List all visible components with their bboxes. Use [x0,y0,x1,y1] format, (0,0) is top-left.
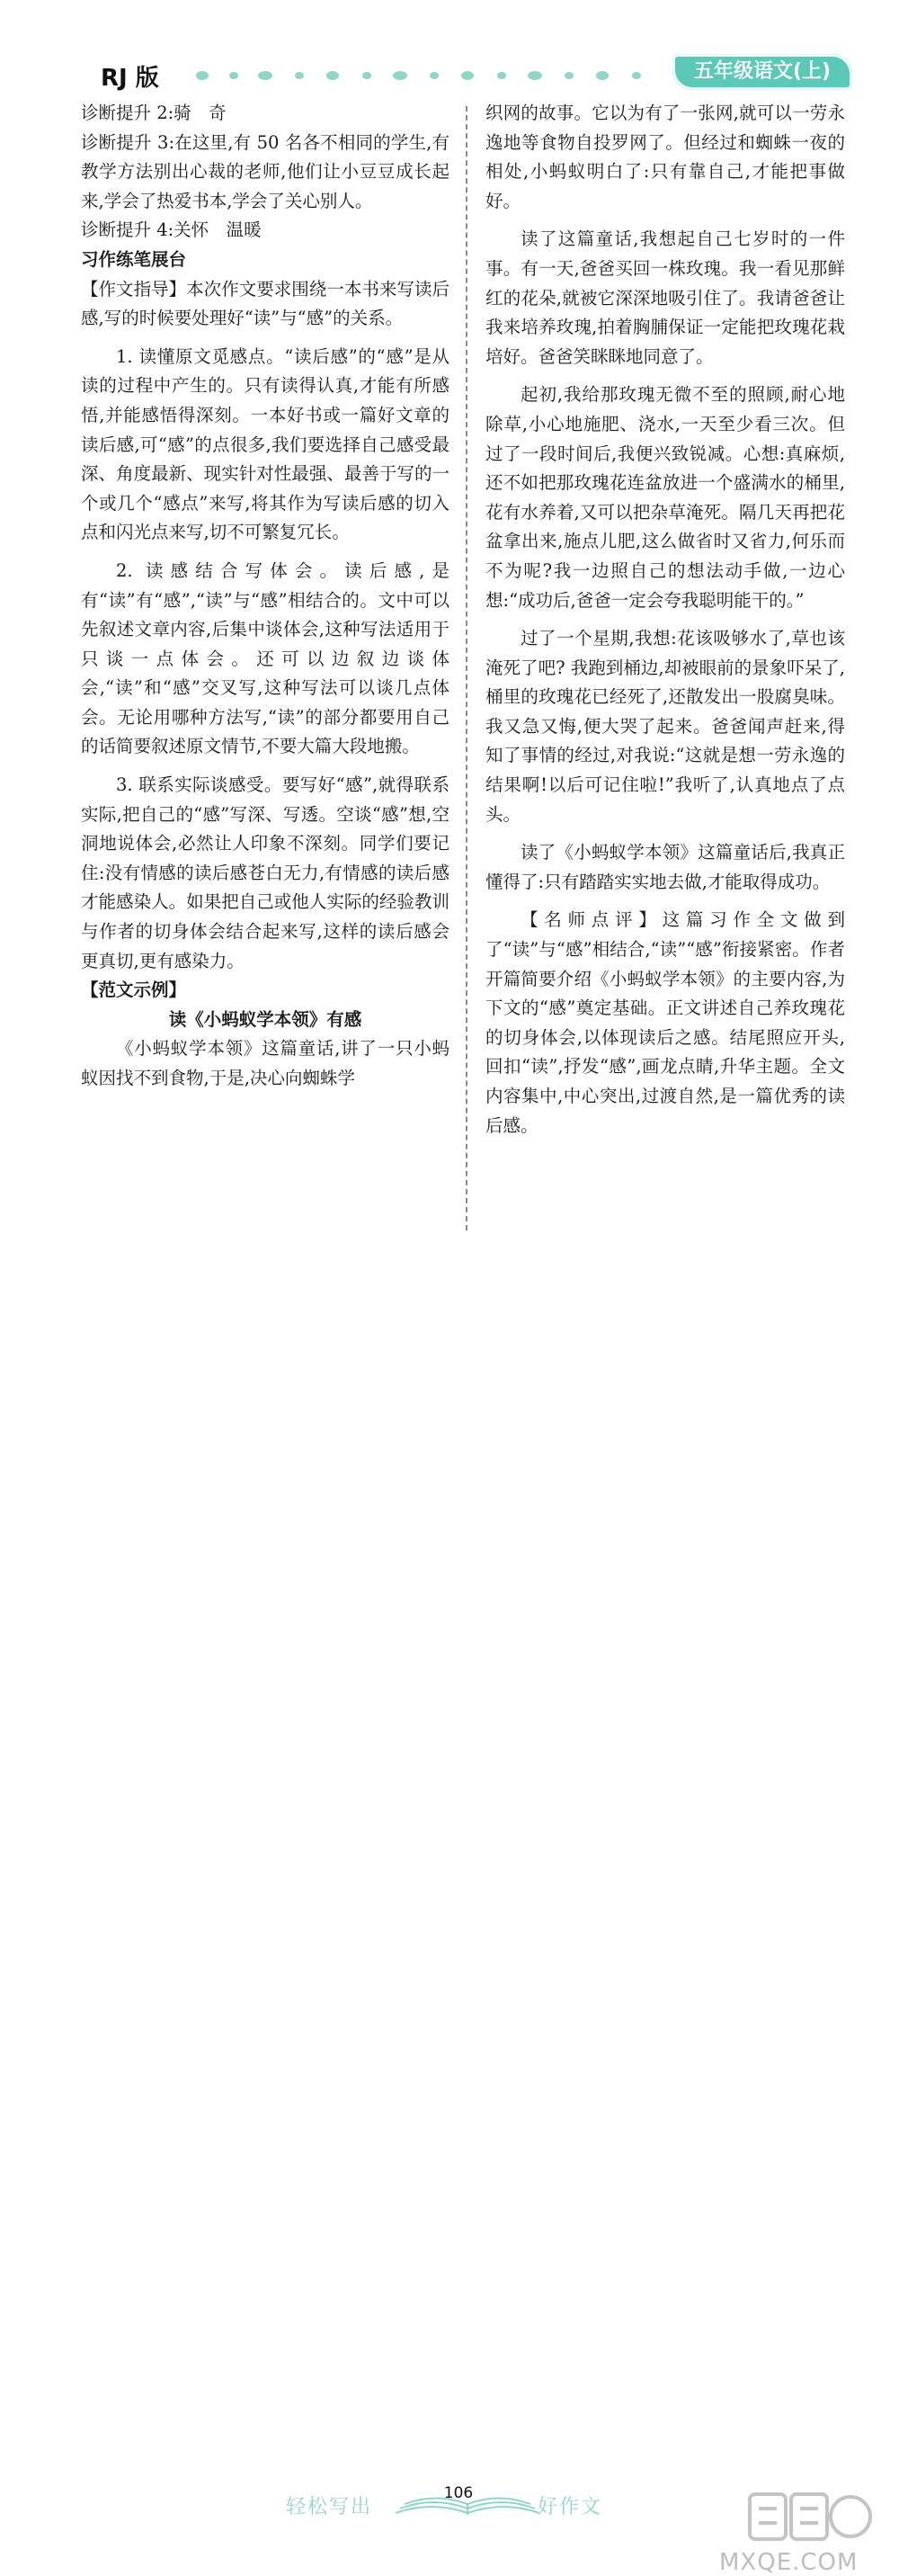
right-column [485,99,845,1140]
sample-paragraph-1: 《小蚂蚁学本领》这篇童话,讲了一只小蚂蚁因找不到食物,于是,决心向蜘蛛学 [81,1038,450,1088]
guide-point-3: 3. 联系实际谈感受。要写好“感”,就得联系实际,把自己的“感”写深、写透。空谈“感”想,空洞地说体会,必然让人印象不深刻。同学们要记住:没有情感的读后感苍白无力,有情感的读后感才能感染人。如果把自己或他人实际的经验教训与作者的切身体会结合起来写,这样的读后感会更真切,更有感染力。 [81,774,450,971]
left-column [81,99,450,1094]
diagnosis-3: 诊断提升 3:在这里,有 50 名各不相同的学生,有教学方法别出心裁的老师,他们让小豆豆成长起来,学会了热爱书本,学会了关心别人。 [81,131,450,211]
page-footer [0,1232,899,2576]
sample-title: 读《小蚂蚁学本领》有感 [168,1008,362,1030]
page-number: 106 [443,2484,474,2502]
sample-paragraph-5: 读了《小蚂蚁学本领》这篇童话后,我真正懂得了:只有踏踏实实地去做,才能取得成功。 [485,842,845,892]
answer-stamp-icon [746,2487,872,2546]
decorative-dots-icon [193,65,665,86]
guide-point-1: 1. 读懂原文觅感点。“读后感”的“感”是从读的过程中产生的。只有读得认真,才能有所感悟,并能感悟得深刻。一本好书或一篇好文章的读后感,可“感”的点很多,我们要选择自己感受最深、角度最新、现实针对性最强、最善于写的一个或几个“感点”来写,将其作为写读后感的切入点和闪光点来写,切不可繁复冗长。 [81,345,450,543]
watermark-text: MXQE.COM [719,2549,859,2576]
sample-paragraph-1-cont: 织网的故事。它以为有了一张网,就可以一劳永逸地等食物自投罗网了。但经过和蜘蛛一夜的相处,小蚂蚁明白了:只有靠自己,才能把事做好。 [485,103,845,211]
column-divider [466,106,467,1230]
sample-paragraph-2: 读了这篇童话,我想起自己七岁时的一件事。有一天,爸爸买回一株玫瑰。我一看见那鲜红的花朵,就被它深深地吸引住了。我请爸爸让我来培养玫瑰,拍着胸脯保证一定能把玫瑰花栽培好。爸爸笑眯眯地同意了。 [485,228,845,367]
footer-slogan-right: 好作文 [538,2496,603,2518]
diagnosis-4: 诊断提升 4:关怀 温暖 [81,219,262,241]
footer-slogan-left: 轻松写出 [286,2496,373,2518]
teacher-review: 【名师点评】这篇习作全文做到了“读”与“感”相结合,“读”“感”衔接紧密。作者开篇简要介绍《小蚂蚁学本领》的主要内容,为下文的“感”奠定基础。正文讲述自己养玫瑰花的切身体会,以体现读后之感。结尾照应开头,回扣“读”,抒发“感”,画龙点睛,升华主题。全文内容集中,中心突出,过渡自然,是一篇优秀的读后感。 [485,909,845,1136]
guide-point-2: 2. 读感结合写体会。读后感,是有“读”有“感”,“读”与“感”相结合的。文中可以先叙述文章内容,后集中谈体会,这种写法适用于只谈一点体会。还可以边叙边谈体会,“读”和“感”交叉写,这种写法可以谈几点体会。无论用哪种方法写,“读”的部分都要用自己的话简要叙述原文情节,不要大篇大段地搬。 [81,559,450,757]
sample-paragraph-3: 起初,我给那玫瑰无微不至的照顾,耐心地除草,小心地施肥、浇水,一天至少看三次。但过了一段时间后,我便兴致锐减。心想:真麻烦,还不如把那玫瑰花连盆放进一个盛满水的桶里,花有水养着,又可以把杂草淹死。隔几天再把花盆拿出来,施点儿肥,这么做省时又省力,何乐而不为呢?我一边照自己的想法动手做,一边心想:“成功后,爸爸一定会夸我聪明能干的。” [485,384,845,611]
section-heading: 习作练笔展台 [81,248,187,270]
diagnosis-2: 诊断提升 2:骑 奇 [81,103,227,123]
sample-heading: 【范文示例】 [81,979,187,1001]
edition-label: RJ 版 [101,65,159,92]
page-header [0,0,899,99]
sample-paragraph-4: 过了一个星期,我想:花该吸够水了,草也该淹死了吧? 我跑到桶边,却被眼前的景象吓呆了,桶里的玫瑰花已经死了,还散发出一股腐臭味。我又急又悔,便大哭了起来。爸爸闻声赶来,得知了事情的经过,对我说:“这就是想一劳永逸的结果啊!以后可记住啦!”我听了,认真地点了点头。 [485,628,845,825]
writing-guide: 【作文指导】本次作文要求围绕一本书来写读后感,写的时候要处理好“读”与“感”的关系。 [81,278,450,329]
grade-badge: 五年级语文(上) [672,54,852,90]
